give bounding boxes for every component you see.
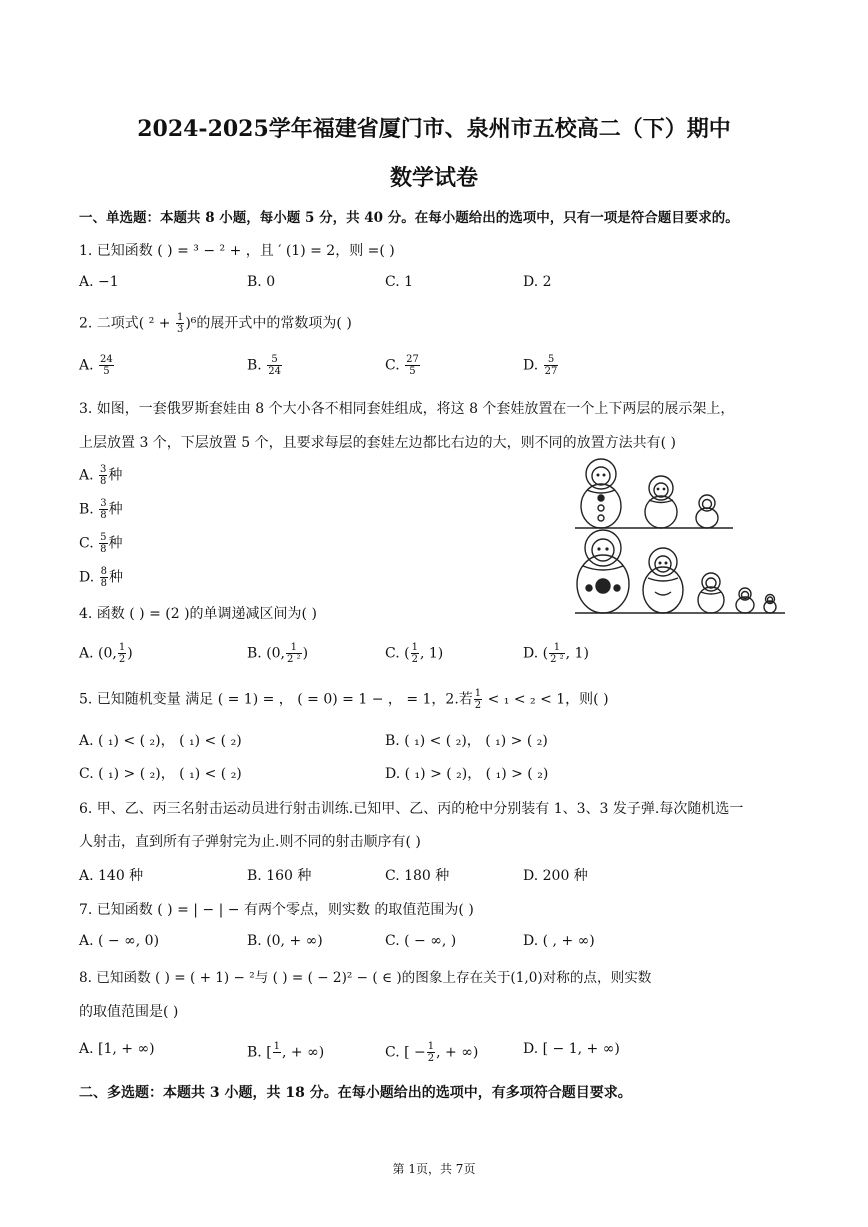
q1-option-d: D. 2 <box>523 274 552 290</box>
q7-option-c: C. ( − ∞, ) <box>385 933 457 949</box>
q2-stem-pre: 2. 二项式( ² + <box>79 315 175 332</box>
q2-frac-num: 1 <box>176 312 184 323</box>
q4-option-b: B. (0, $\frac{1}{\text{2 ²}}$ ) <box>247 642 309 665</box>
question-3-line-1: 3. 如图，一套俄罗斯套娃由 8 个大小各不相同套娃组成，将这 8 个套娃放置在一个上下两层的展示架上， <box>79 401 735 417</box>
section-1-heading: 一、单选题：本题共 8 小题，每小题 5 分，共 40 分。在每小题给出的选项中，只有一项是符合题目要求的。 <box>79 210 739 226</box>
matryoshka-dolls-figure <box>573 452 787 620</box>
q5-option-d: D. ( ₁) > ( ₂)， ( ₁) > ( ₂) <box>385 766 549 782</box>
question-6-line-1: 6. 甲、乙、丙三名射击运动员进行射击训练.已知甲、乙、丙的枪中分别装有 1、3、3 发子弹.每次随机选一 <box>79 801 744 817</box>
q7-option-a: A. ( − ∞, 0) <box>79 933 160 949</box>
q8-option-b: B. [ 1 , + ∞) <box>247 1041 325 1061</box>
q2-option-c: C. $\frac{27}{5}$ <box>385 354 419 377</box>
q2-option-b: B. $\frac{5}{24}$ <box>247 354 281 377</box>
question-1-stem: 1. 已知函数 ( ) = ³ − ² + ，且 ′ (1) = 2，则 =( ) <box>79 243 395 259</box>
q1-option-b: B. 0 <box>247 274 276 290</box>
doll-lower-5 <box>764 595 776 614</box>
q2-option-d: D. $\frac{5}{27}$ <box>523 354 558 377</box>
question-8-line-2: 的取值范围是( ) <box>79 1004 179 1020</box>
q8-option-d: D. [ − 1, + ∞) <box>523 1041 620 1057</box>
doll-upper-2 <box>645 476 677 528</box>
doll-lower-3 <box>698 573 724 613</box>
q2-fraction <box>176 312 184 335</box>
q6-option-d: D. 200 种 <box>523 868 588 884</box>
question-3-line-2: 上层放置 3 个，下层放置 5 个，且要求每层的套娃左边都比右边的大，则不同的放置方法共有( ) <box>79 435 676 451</box>
q1-option-a: A. −1 <box>79 274 119 290</box>
question-7-stem: 7. 已知函数 ( ) = | − | − 有两个零点，则实数 的取值范围为( ) <box>79 902 474 918</box>
q6-option-c: C. 180 种 <box>385 868 450 884</box>
question-2-stem <box>79 312 352 335</box>
exam-title: 2024-2025学年福建省厦门市、泉州市五校高二（下）期中 <box>137 116 731 142</box>
section-2-heading: 二、多选题：本题共 3 小题，共 18 分。在每小题给出的选项中，有多项符合题目要求。 <box>79 1085 632 1101</box>
q3-option-a: A. $\frac{3}{8}$ 种 <box>79 464 123 487</box>
q5-option-c: C. ( ₁) > ( ₂)， ( ₁) < ( ₂) <box>79 766 242 782</box>
q4-option-a: A. (0, $\frac{1}{2}$ ) <box>79 642 133 665</box>
doll-lower-4 <box>736 588 754 613</box>
page-footer: 第 1页，共 7页 <box>392 1162 476 1176</box>
exam-subtitle: 数学试卷 <box>389 165 478 191</box>
q1-option-c: C. 1 <box>385 274 414 290</box>
q6-option-b: B. 160 种 <box>247 868 312 884</box>
q4-option-d: D. ( $\frac{1}{\text{2 ²}}$ , 1) <box>523 642 589 665</box>
q2-option-a: A. $\frac{24}{5}$ <box>79 354 113 377</box>
doll-lower-2 <box>643 548 683 613</box>
doll-upper-3 <box>696 495 718 528</box>
question-8-line-1: 8. 已知函数 ( ) = ( + 1) − ²与 ( ) = ( − 2)² − ( ∈ )的图象上存在关于(1,0)对称的点，则实数 <box>79 970 652 986</box>
q3-option-d: D. $\frac{8}{8}$ 种 <box>79 566 124 589</box>
question-6-line-2: 人射击，直到所有子弹射完为止.则不同的射击顺序有( ) <box>79 834 421 850</box>
q5-option-b: B. ( ₁) < ( ₂)， ( ₁) > ( ₂) <box>385 733 548 749</box>
q5-option-a: A. ( ₁) < ( ₂)， ( ₁) < ( ₂) <box>79 733 242 749</box>
question-4-stem: 4. 函数 ( ) = (2 )的单调递减区间为( ) <box>79 606 317 622</box>
q6-option-a: A. 140 种 <box>79 868 144 884</box>
q8-option-a: A. [1, + ∞) <box>79 1041 155 1057</box>
q2-stem-post: )⁶的展开式中的常数项为( ) <box>185 315 352 332</box>
doll-lower-1 <box>577 530 629 613</box>
q2-frac-den: 3 <box>176 324 184 335</box>
q3-option-b: B. $\frac{3}{8}$ 种 <box>79 498 123 521</box>
doll-upper-1 <box>581 459 621 528</box>
q3-option-c: C. $\frac{5}{8}$ 种 <box>79 532 123 555</box>
question-5-stem: 5. 已知随机变量 满足 ( = 1) = ， ( = 0) = 1 − ， = 1，2.若 $\frac{1}{2}$ < ₁ < ₂ < 1，则( ) <box>79 688 609 711</box>
q7-option-b: B. (0, + ∞) <box>247 933 323 949</box>
q8-option-c: C. [ − $\frac{1}{2}$ , + ∞) <box>385 1041 479 1064</box>
q7-option-d: D. ( , + ∞) <box>523 933 595 949</box>
q4-option-c: C. ( $\frac{1}{2}$ , 1) <box>385 642 444 665</box>
